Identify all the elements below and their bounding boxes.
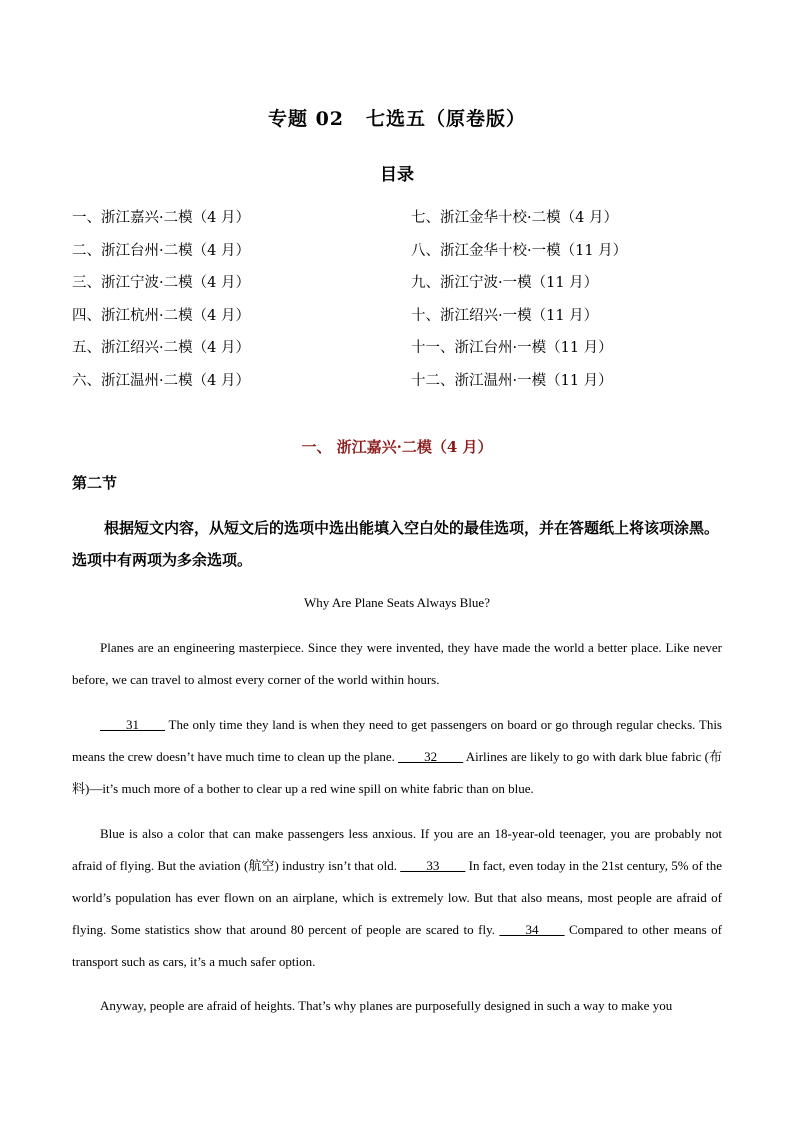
blank-34: ____34____ <box>499 922 565 937</box>
paragraph-text: Airlines are likely to go with dark blue fabric (布料)—it’s much more of a bother to clear up a red wine spill on white fabric than on blue. <box>72 749 722 796</box>
blank-32: ____32____ <box>398 749 464 764</box>
toc-item[interactable]: 十一、浙江台州·一模（11 月） <box>411 340 613 356</box>
passage-paragraph-1: Planes are an engineering masterpiece. Since they were invented, they have made the world a better place. Like never before, we can travel to almost every corner of the world within hours. <box>72 640 722 687</box>
toc-item[interactable]: 九、浙江宁波·一模（11 月） <box>411 275 599 291</box>
toc-heading: 目录 <box>380 165 414 185</box>
toc-item[interactable]: 十、浙江绍兴·一模（11 月） <box>411 307 599 324</box>
toc-left-column <box>72 208 250 403</box>
paragraph-text: Compared to other means of transport such as cars, it’s a much safer option. <box>72 922 722 969</box>
passage-title: Why Are Plane Seats Always Blue? <box>304 595 490 610</box>
toc-item[interactable]: 八、浙江金华十校·一模（11 月） <box>411 242 628 259</box>
paragraph-text: In fact, even today in the 21st century, 5% of the world’s population has ever flown on an airplane, which is extremely low. But that also means, most people are afraid of flying. Some statistics show that around 80 percent of people are scared to fly. <box>72 858 722 937</box>
instruction-text: 根据短文内容，从短文后的选项中选出能填入空白处的最佳选项，并在答题纸上将该项涂黑。选项中有两项为多余选项。 <box>72 519 720 569</box>
blank-31: ____31____ <box>100 717 165 732</box>
passage-paragraph-3 <box>72 818 722 978</box>
passage-paragraph-4: Anyway, people are afraid of heights. That’s why planes are purposefully designed in such a way to make you <box>100 998 673 1013</box>
toc-item[interactable]: 三、浙江宁波·二模（4 月） <box>72 275 250 291</box>
toc-item[interactable]: 二、浙江台州·二模（4 月） <box>72 242 250 259</box>
toc-item[interactable]: 四、浙江杭州·二模（4 月） <box>72 307 250 324</box>
blank-33: ____33____ <box>400 858 466 873</box>
toc-right-column <box>411 208 627 403</box>
section-title: 一、 浙江嘉兴·二模（4 月） <box>301 438 493 456</box>
title-part-2: 七选五（原卷版） <box>366 108 527 130</box>
title-part-1: 专题 02 <box>267 108 345 130</box>
paragraph-text: The only time they land is when they need to get passengers on board or go through regular checks. This means the crew doesn’t have much time to clean up the plane. <box>72 717 722 764</box>
section-subheading: 第二节 <box>72 474 118 492</box>
toc-item[interactable]: 十二、浙江温州·一模（11 月） <box>411 372 613 389</box>
toc-item[interactable]: 一、浙江嘉兴·二模（4 月） <box>72 210 250 226</box>
passage-paragraph-2 <box>72 709 722 805</box>
toc-item[interactable]: 六、浙江温州·二模（4 月） <box>72 372 250 389</box>
toc-item[interactable]: 五、浙江绍兴·二模（4 月） <box>72 340 250 356</box>
toc-item[interactable]: 七、浙江金华十校·二模（4 月） <box>411 210 618 226</box>
paragraph-text: Blue is also a color that can make passengers less anxious. If you are an 18-year-old teenager, you are probably not afraid of flying. But the aviation (航空) industry isn’t that old. <box>72 826 722 873</box>
page-title <box>0 104 794 131</box>
